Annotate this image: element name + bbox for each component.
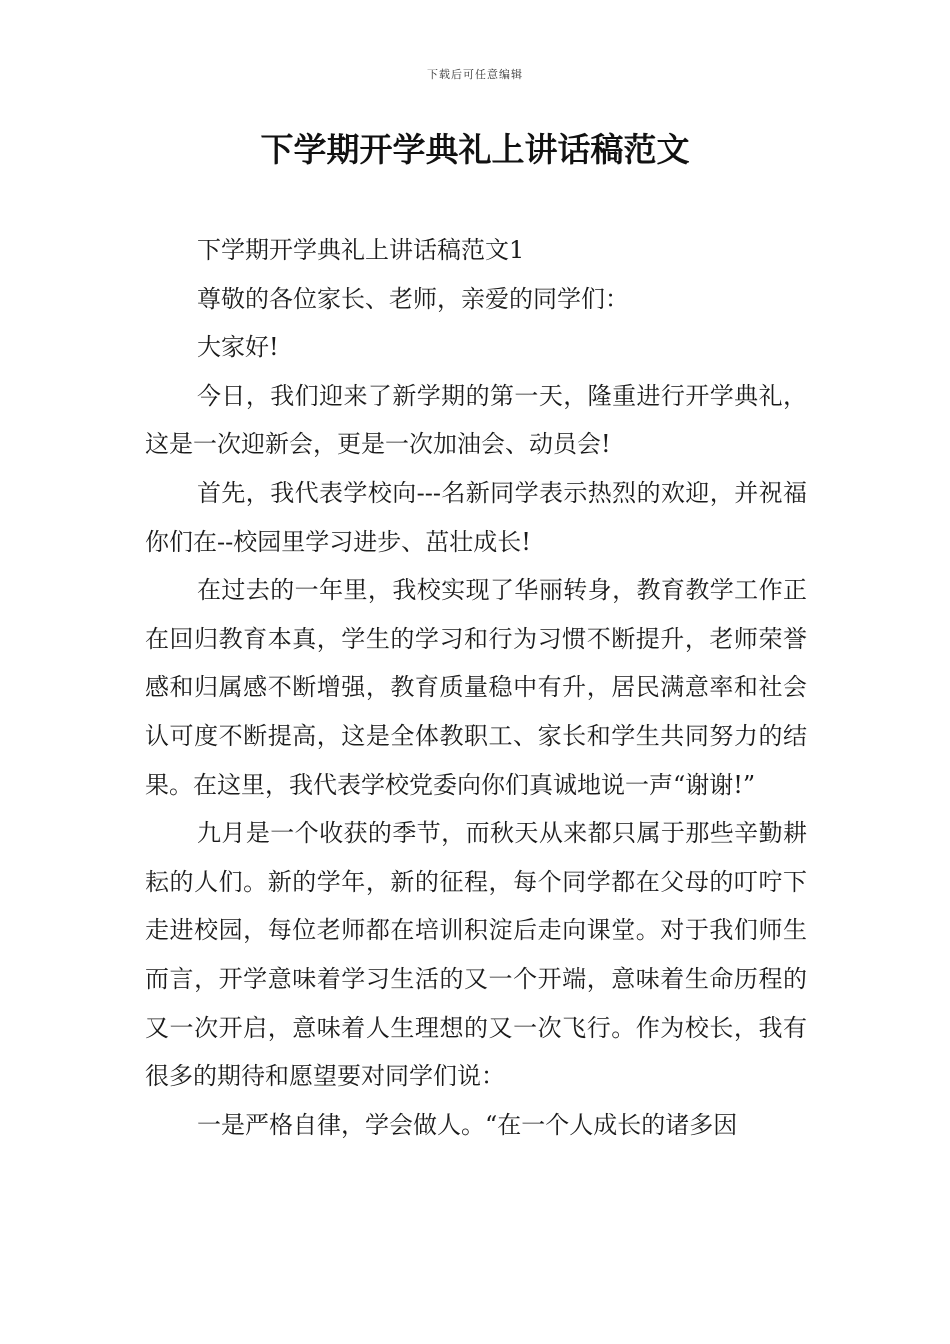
paragraph-opening: 今日，我们迎来了新学期的第一天，隆重进行开学典礼，这是一次迎新会，更是一次加油会、动员会! <box>145 381 807 459</box>
paragraph-welcome: 首先，我代表学校向---名新同学表示热烈的欢迎，并祝福你们在--校园里学习进步、茁壮成长! <box>145 478 807 556</box>
paragraph-subtitle: 下学期开学典礼上讲话稿范文1 <box>197 236 525 264</box>
paragraph-self-discipline: 一是严格自律，学会做人。“在一个人成长的诸多因 <box>197 1110 738 1139</box>
paragraph-past-year: 在过去的一年里，我校实现了华丽转身，教育教学工作正在回归教育本真，学生的学习和行为习惯不断提升，老师荣誉感和归属感不断增强，教育质量稳中有升，居民满意率和社会认可度不断提高，这是全体教职工、家长和学生共同努力的结果。在这里，我代表学校党委向你们真诚地说一声“谢谢!” <box>145 576 807 799</box>
paragraph-greeting: 大家好! <box>197 333 279 362</box>
paragraph-salutation: 尊敬的各位家长、老师，亲爱的同学们： <box>197 284 629 313</box>
paragraph-september: 九月是一个收获的季节，而秋天从来都只属于那些辛勤耕耘的人们。新的学年，新的征程，每个同学都在父母的叮咛下走进校园，每位老师都在培训积淀后走向课堂。对于我们师生而言，开学意味着学习生活的又一个开端，意味着生命历程的又一次开启，意味着人生理想的又一次飞行。作为校长，我有很多的期待和愿望要对同学们说： <box>145 819 807 1091</box>
document-title: 下学期开学典礼上讲话稿范文 <box>260 130 690 169</box>
document-body <box>145 226 807 1149</box>
header-note: 下载后可任意编辑 <box>427 68 523 81</box>
